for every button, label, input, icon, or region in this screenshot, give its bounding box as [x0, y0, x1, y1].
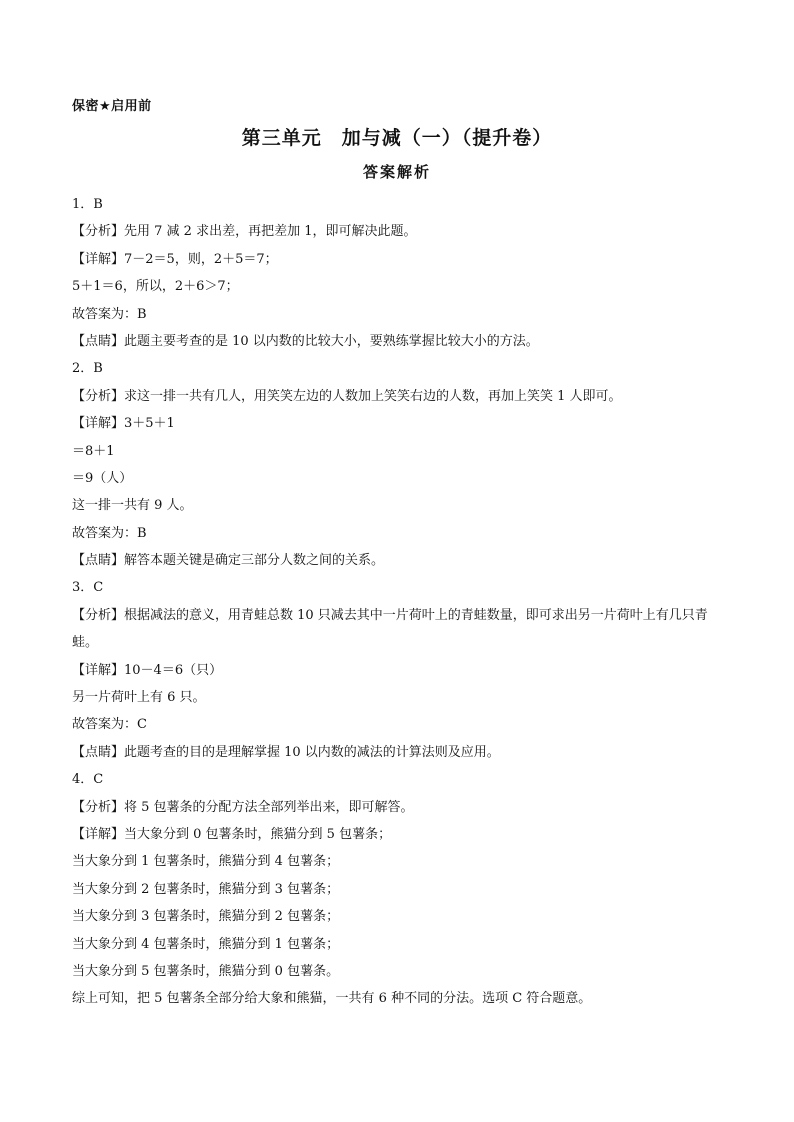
answer-line: 【分析】根据减法的意义，用青蛙总数 10 只减去其中一片荷叶上的青蛙数量，即可求出另一片荷叶上有几只青蛙。 [72, 607, 708, 651]
answer-line: 【详解】10－4＝6（只） [72, 662, 223, 678]
answer-line: ＝8＋1 [72, 443, 115, 459]
page-title: 第三单元 加与减（一）（提升卷） [241, 127, 553, 149]
answer-line: 故答案为：B [72, 525, 147, 541]
confidential-label: 保密★启用前 [72, 99, 152, 114]
answer-line: 【详解】当大象分到 0 包薯条时，熊猫分到 5 包薯条； [72, 827, 392, 843]
answer-line: 1．B [72, 197, 103, 212]
answer-line: 这一排一共有 9 人。 [72, 498, 193, 514]
answer-line: 【详解】7－2＝5，则，2＋5＝7； [72, 251, 278, 267]
answer-line: 当大象分到 2 包薯条时，熊猫分到 3 包薯条； [72, 881, 340, 897]
answer-line: 另一片荷叶上有 6 只。 [72, 690, 206, 706]
answer-line: 5＋1＝6，所以，2＋6＞7； [72, 279, 239, 295]
answer-line: 【点睛】解答本题关键是确定三部分人数之间的关系。 [72, 553, 385, 569]
answer-body [72, 191, 732, 1013]
page-subtitle: 答案解析 [362, 163, 431, 181]
answer-line: 综上可知，把 5 包薯条全部分给大象和熊猫，一共有 6 种不同的分法。选项 C 符合题意。 [72, 991, 592, 1007]
answer-line: 【点睛】此题主要考查的是 10 以内数的比较大小，要熟练掌握比较大小的方法。 [72, 333, 539, 349]
answer-line: 当大象分到 4 包薯条时，熊猫分到 1 包薯条； [72, 936, 340, 952]
answer-line: 3．C [72, 580, 104, 596]
answer-line: 【详解】3＋5＋1 [72, 416, 175, 432]
answer-line: 当大象分到 5 包薯条时，熊猫分到 0 包薯条。 [72, 963, 340, 979]
answer-line: 【分析】将 5 包薯条的分配方法全部列举出来，即可解答。 [72, 799, 414, 815]
answer-line: 当大象分到 3 包薯条时，熊猫分到 2 包薯条； [72, 909, 340, 925]
answer-line: ＝9（人） [72, 470, 133, 486]
answer-line: 故答案为：B [72, 306, 147, 322]
answer-line: 【分析】求这一排一共有几人，用笑笑左边的人数加上笑笑右边的人数，再加上笑笑 1 人即可。 [72, 388, 622, 404]
answer-line: 4．C [72, 772, 104, 788]
answer-line: 2．B [72, 361, 103, 377]
answer-line: 【分析】先用 7 减 2 求出差，再把差加 1，即可解决此题。 [72, 224, 417, 240]
answer-line: 当大象分到 1 包薯条时，熊猫分到 4 包薯条； [72, 854, 340, 870]
answer-line: 故答案为：C [72, 717, 147, 733]
answer-line: 【点睛】此题考查的目的是理解掌握 10 以内数的减法的计算法则及应用。 [72, 744, 500, 760]
